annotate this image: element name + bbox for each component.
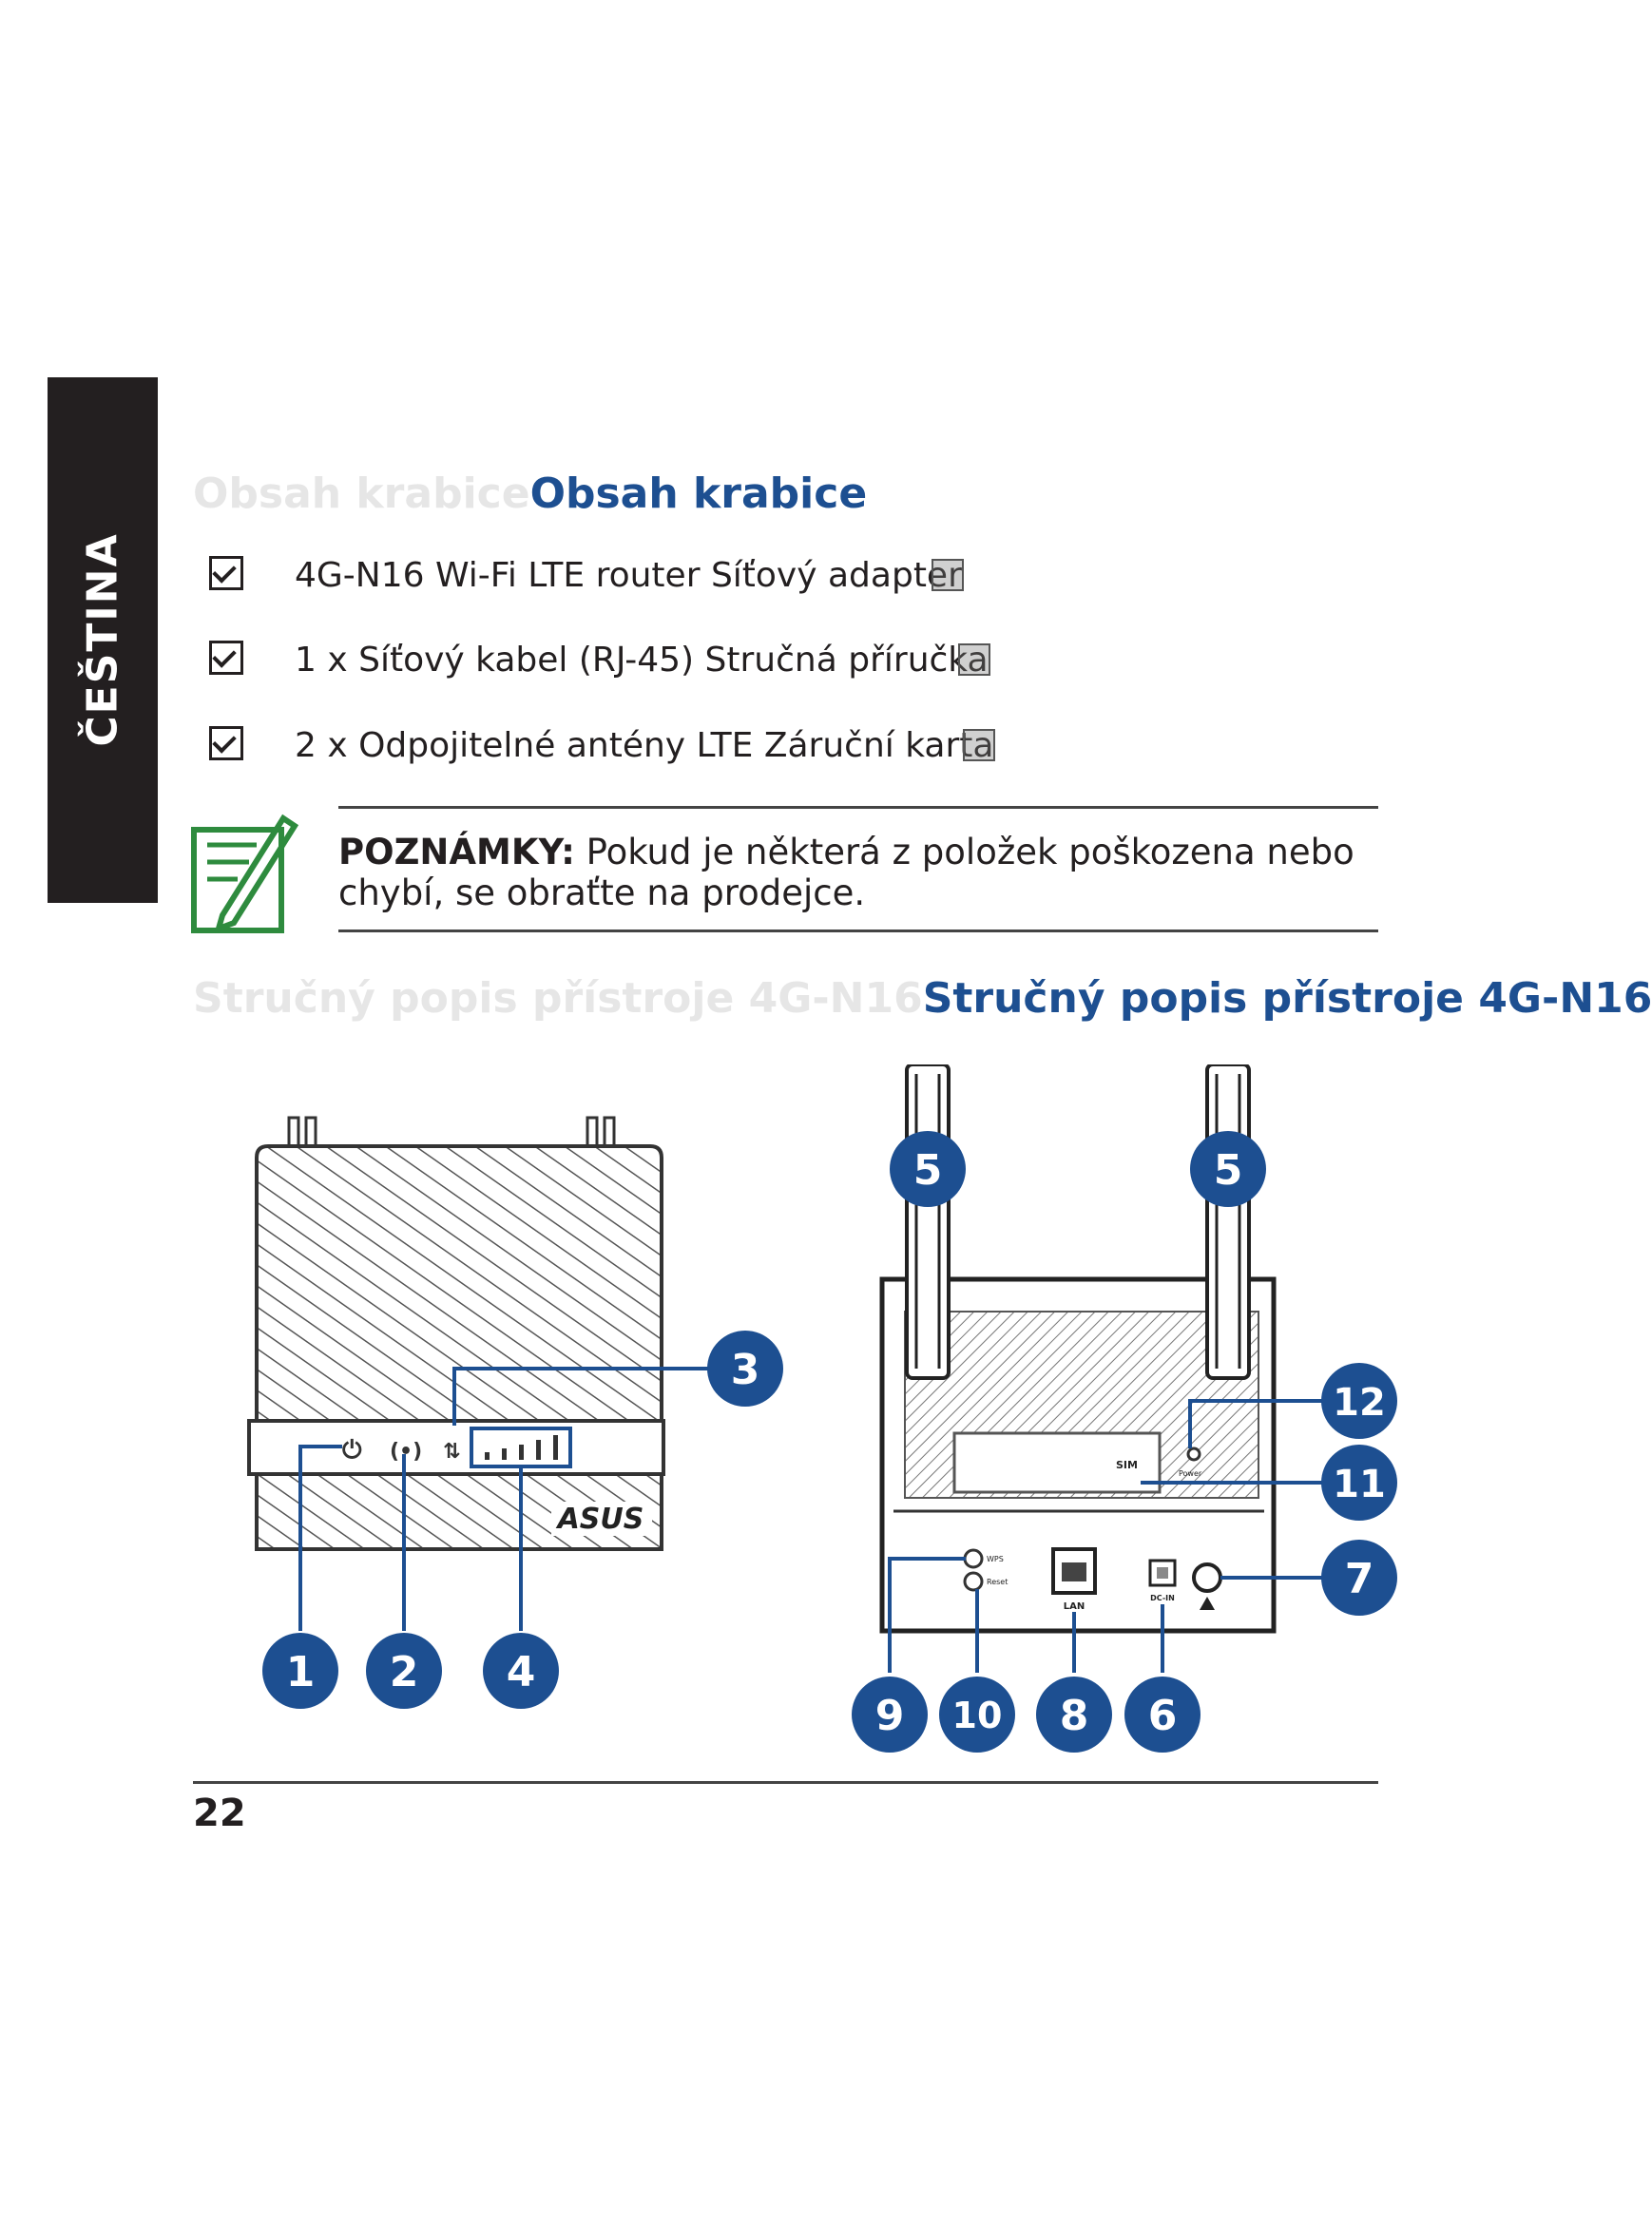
svg-text:6: 6 <box>1147 1692 1178 1740</box>
svg-text:3: 3 <box>730 1346 760 1394</box>
wps-button-icon <box>965 1550 982 1567</box>
svg-text:5: 5 <box>912 1146 943 1195</box>
lan-label: LAN <box>1063 1601 1085 1612</box>
heading-ghost-text: Obsah krabice <box>193 470 530 518</box>
list-item-text: 4G-N16 Wi-Fi LTE router Síťový adapter <box>295 556 962 595</box>
router-front-view <box>249 1118 663 1549</box>
callout-5-left-badge <box>890 1131 966 1207</box>
callout-1-badge <box>262 1633 338 1709</box>
reset-label: Reset <box>987 1578 1008 1586</box>
wps-label: WPS <box>987 1555 1004 1563</box>
svg-text:9: 9 <box>874 1692 905 1740</box>
heading-ghost-text: Stručný popis přístroje 4G-N16 <box>193 974 923 1023</box>
sim-label: SIM <box>1116 1459 1138 1471</box>
heading-text: Obsah krabice <box>529 470 868 518</box>
footer-divider <box>193 1781 1378 1784</box>
callout-2-badge <box>366 1633 442 1709</box>
svg-text:2: 2 <box>389 1648 419 1696</box>
antenna-left <box>907 1064 949 1378</box>
power-switch-icon <box>1188 1448 1200 1460</box>
svg-text:8: 8 <box>1059 1692 1089 1740</box>
language-tab-label: ČEŠTINA <box>78 532 127 747</box>
list-item-text: 2 x Odpojitelné antény LTE Záruční karta <box>295 726 994 765</box>
callout-4-badge <box>483 1633 559 1709</box>
list-item-text: 1 x Síťový kabel (RJ-45) Stručná příručka <box>295 641 989 680</box>
wifi-led-icon: (•) <box>390 1440 423 1464</box>
reset-button-icon <box>965 1573 982 1590</box>
callout-9-badge <box>852 1677 928 1753</box>
heading-text: Stručný popis přístroje 4G-N16 <box>922 974 1652 1023</box>
page-number: 22 <box>193 1792 246 1835</box>
callout-8-badge <box>1036 1677 1112 1753</box>
callout-10-badge <box>939 1677 1015 1753</box>
note-body: Pokud je některá z položek poškozena nebo chybí, se obraťte na prodejce. <box>338 832 1354 913</box>
lte-led-icon: ⇅ <box>443 1440 461 1464</box>
callout-6-badge <box>1124 1677 1201 1753</box>
callout-11-badge <box>1321 1445 1397 1521</box>
callout-5-right-badge <box>1190 1131 1266 1207</box>
dc-in-label: DC-IN <box>1150 1594 1175 1602</box>
callout-12-badge <box>1321 1363 1397 1439</box>
note-label: POZNÁMKY: <box>338 832 575 872</box>
callout-7-badge <box>1321 1540 1397 1616</box>
callout-3-badge <box>707 1331 783 1407</box>
svg-text:7: 7 <box>1344 1555 1374 1603</box>
svg-text:5: 5 <box>1213 1146 1243 1195</box>
power-button-icon <box>1194 1564 1220 1591</box>
antenna-right <box>1207 1064 1249 1378</box>
svg-text:1: 1 <box>285 1648 316 1696</box>
power-led-icon: ⏻ <box>342 1436 362 1465</box>
svg-text:12: 12 <box>1333 1381 1386 1425</box>
svg-text:10: 10 <box>951 1695 1003 1736</box>
asus-logo: ASUS <box>557 1503 644 1536</box>
power-label: Power <box>1179 1469 1202 1478</box>
svg-text:11: 11 <box>1333 1463 1386 1506</box>
svg-text:4: 4 <box>506 1648 536 1696</box>
